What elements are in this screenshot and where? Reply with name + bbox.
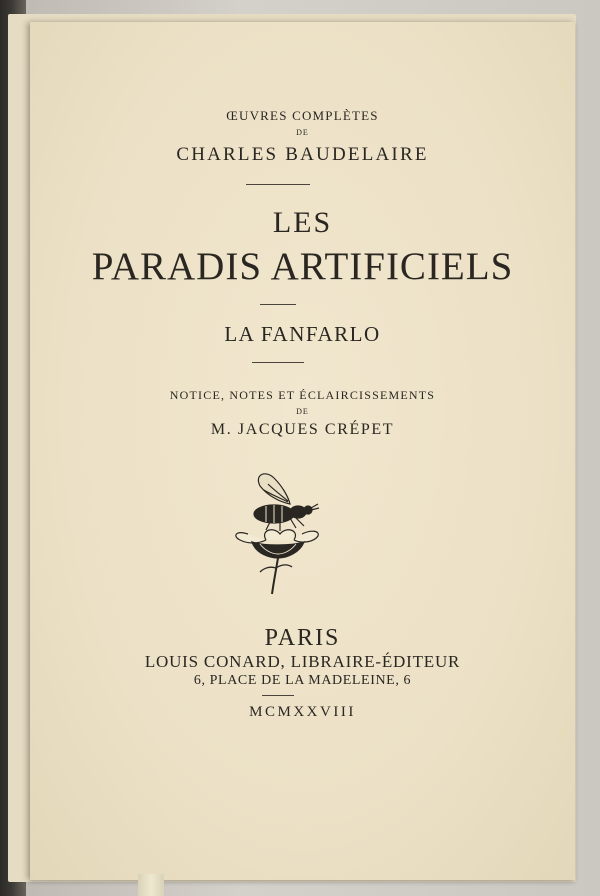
subtitle: LA FANFARLO	[224, 322, 381, 346]
bookmark-ribbon	[138, 874, 164, 896]
series-de: DE	[296, 128, 309, 137]
bee-on-flower-icon	[230, 468, 326, 598]
city: PARIS	[264, 625, 341, 651]
notice-de: DE	[296, 407, 309, 416]
publication-year: MCMXXVIII	[249, 704, 356, 720]
divider-rule	[246, 184, 310, 185]
divider-rule	[260, 304, 296, 305]
book-title: PARADIS ARTIFICIELS	[91, 245, 514, 288]
publisher-address: 6, PLACE DE LA MADELEINE, 6	[193, 673, 412, 688]
divider-rule	[262, 695, 294, 696]
author-name: CHARLES BAUDELAIRE	[176, 144, 429, 165]
title-page	[30, 22, 575, 880]
series-title: ŒUVRES COMPLÈTES	[226, 108, 379, 123]
divider-rule	[252, 362, 304, 363]
notice-line: NOTICE, NOTES ET ÉCLAIRCISSEMENTS	[169, 388, 436, 402]
publisher: LOUIS CONARD, LIBRAIRE-ÉDITEUR	[144, 652, 461, 671]
editor-name: M. JACQUES CRÉPET	[210, 421, 395, 438]
title-article: LES	[272, 206, 333, 239]
